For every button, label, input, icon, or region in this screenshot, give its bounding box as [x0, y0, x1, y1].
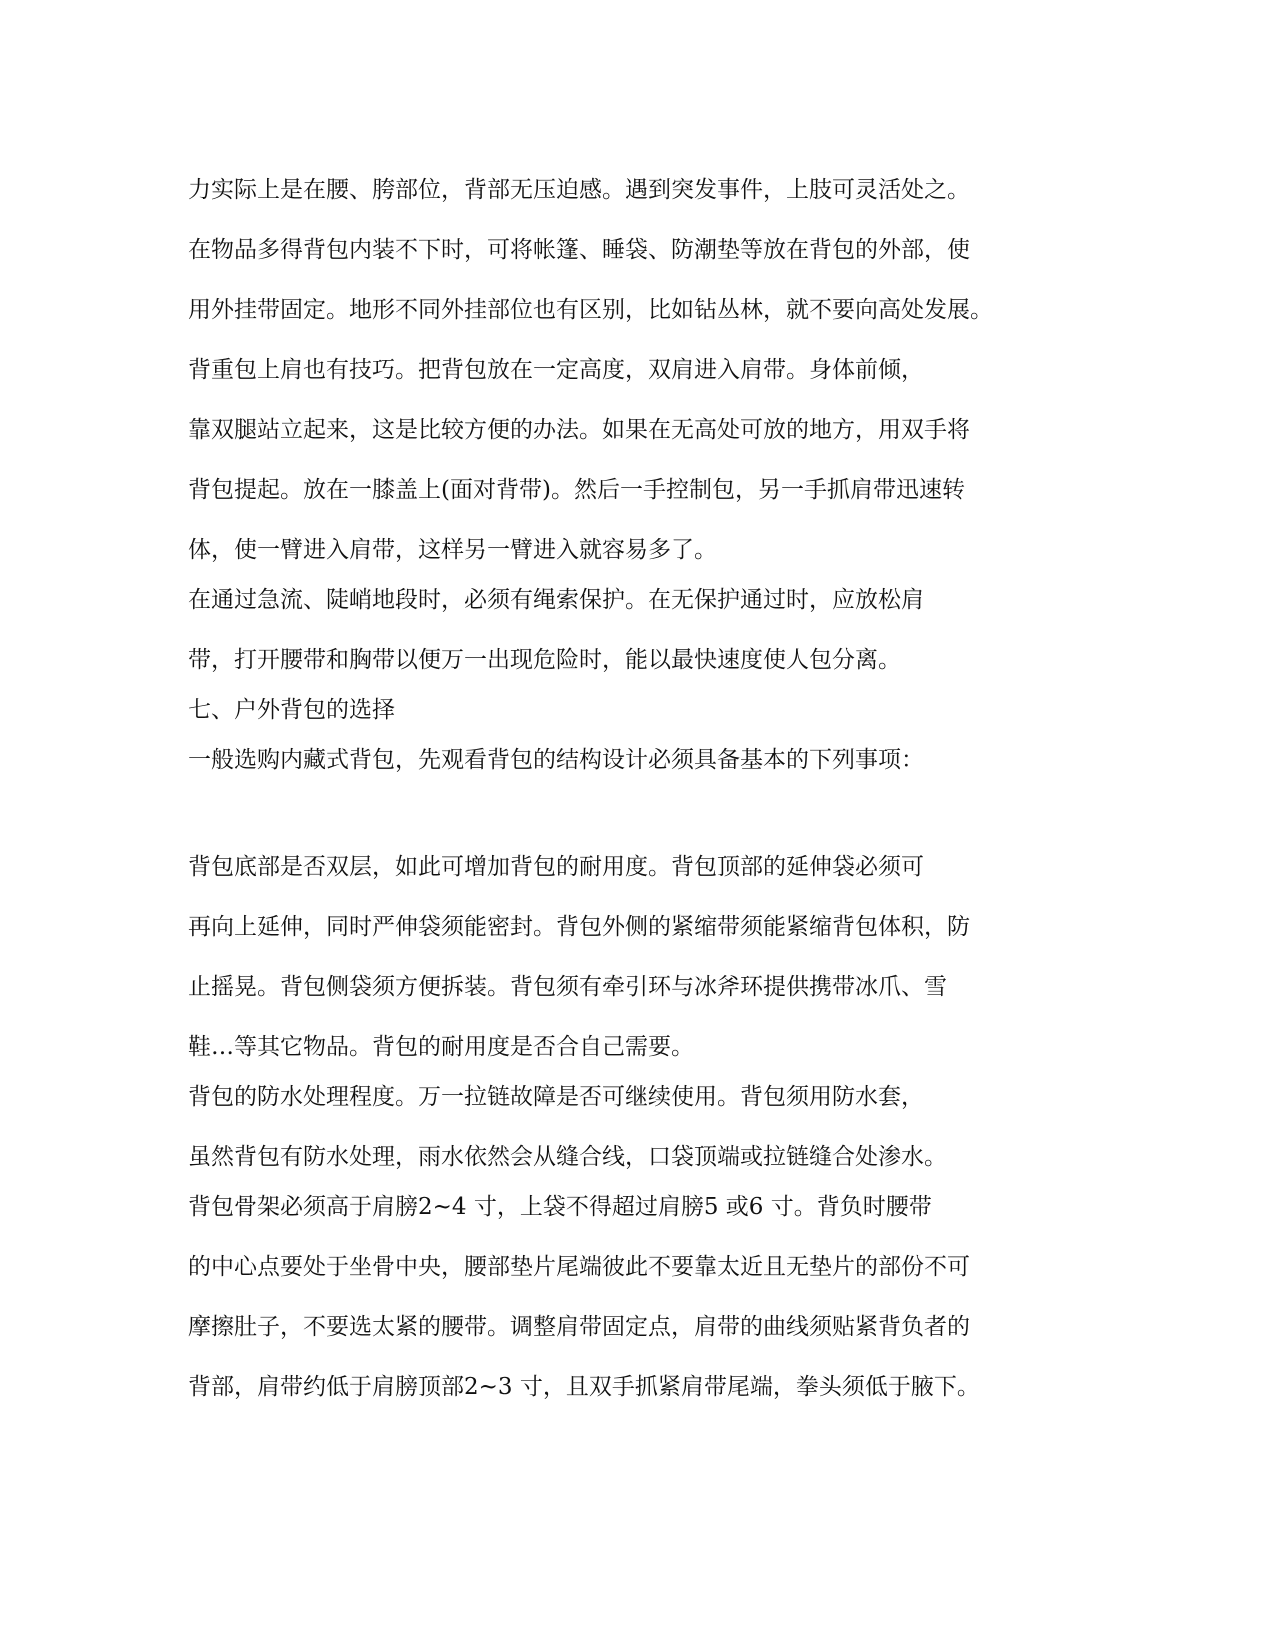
- text-line: 背部，肩带约低于肩膀顶部2~3 寸，且双手抓紧肩带尾端，拳头须低于腋下。: [188, 1374, 980, 1400]
- text-line: 靠双腿站立起来，这是比较方便的办法。如果在无高处可放的地方，用双手将: [188, 417, 970, 443]
- text-line: 体，使一臂进入肩带，这样另一臂进入就容易多了。: [188, 537, 717, 563]
- text-line: 背包底部是否双层，如此可增加背包的耐用度。背包顶部的延伸袋必须可: [188, 854, 924, 880]
- text-line: 虽然背包有防水处理，雨水依然会从缝合线，口袋顶端或拉链缝合处渗水。: [188, 1144, 947, 1170]
- text-line: 背重包上肩也有技巧。把背包放在一定高度，双肩进入肩带。身体前倾，: [188, 357, 924, 383]
- text-line: 鞋…等其它物品。背包的耐用度是否合自己需要。: [188, 1034, 694, 1060]
- text-line: 带，打开腰带和胸带以便万一出现危险时，能以最快速度使人包分离。: [188, 647, 901, 673]
- text-line: 在物品多得背包内装不下时，可将帐篷、睡袋、防潮垫等放在背包的外部，使: [188, 237, 970, 263]
- text-line: 摩擦肚子，不要选太紧的腰带。调整肩带固定点，肩带的曲线须贴紧背负者的: [188, 1314, 970, 1340]
- text-line: 力实际上是在腰、胯部位，背部无压迫感。遇到突发事件，上肢可灵活处之。: [188, 177, 970, 203]
- text-line: 背包提起。放在一膝盖上(面对背带)。然后一手控制包，另一手抓肩带迅速转: [188, 477, 965, 503]
- text-line: 背包骨架必须高于肩膀2~4 寸，上袋不得超过肩膀5 或6 寸。背负时腰带: [188, 1194, 932, 1220]
- text-line: 再向上延伸，同时严伸袋须能密封。背包外侧的紧缩带须能紧缩背包体积，防: [188, 914, 970, 940]
- text-line: 在通过急流、陡峭地段时，必须有绳索保护。在无保护通过时，应放松肩: [188, 587, 924, 613]
- section-heading: 七、户外背包的选择: [188, 697, 395, 723]
- text-line: 用外挂带固定。地形不同外挂部位也有区别，比如钻丛林，就不要向高处发展。: [188, 297, 993, 323]
- text-line: 止摇晃。背包侧袋须方便拆装。背包须有牵引环与冰斧环提供携带冰爪、雪: [188, 974, 947, 1000]
- text-line: 背包的防水处理程度。万一拉链故障是否可继续使用。背包须用防水套，: [188, 1084, 924, 1110]
- text-line: 的中心点要处于坐骨中央，腰部垫片尾端彼此不要靠太近且无垫片的部份不可: [188, 1254, 970, 1280]
- body-text: [188, 175, 1088, 1432]
- text-line: 一般选购内藏式背包，先观看背包的结构设计必须具备基本的下列事项：: [188, 747, 924, 773]
